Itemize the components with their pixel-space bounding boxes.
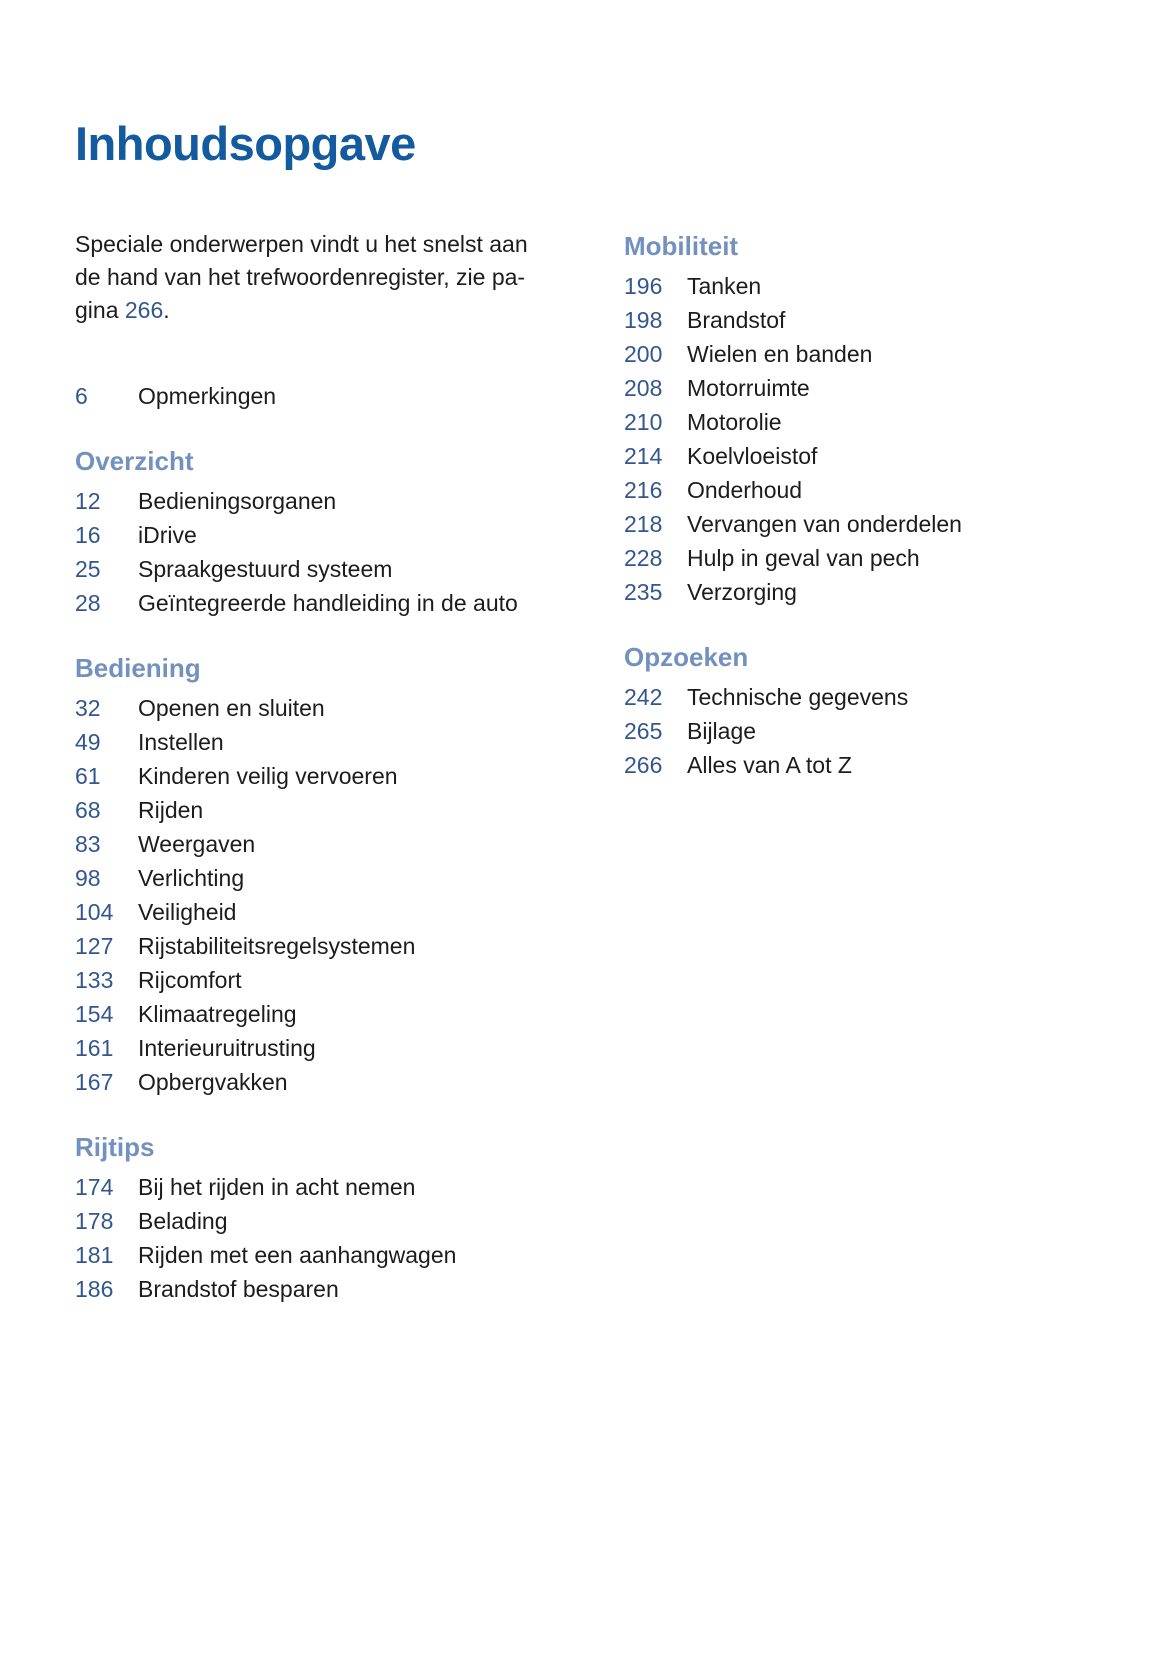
entry-label: Veiligheid (138, 899, 237, 925)
toc-entry[interactable] (75, 1272, 624, 1306)
entry-page-number[interactable]: 127 (75, 933, 114, 959)
entry-page-number[interactable]: 214 (624, 443, 663, 469)
toc-entry[interactable] (624, 748, 1110, 782)
toc-section (75, 650, 624, 1099)
entry-page-number[interactable]: 210 (624, 409, 663, 435)
toc-entry[interactable] (75, 552, 624, 586)
toc-entry[interactable] (624, 439, 1110, 473)
page-title: Inhoudsopgave (75, 117, 416, 170)
entry-page-number[interactable]: 61 (75, 763, 101, 789)
intro-line-1: Speciale onderwerpen vindt u het snelst aan (75, 231, 528, 257)
entry-label: Instellen (138, 729, 224, 755)
entry-label: Bij het rijden in acht nemen (138, 1174, 416, 1200)
toc-entry[interactable] (75, 518, 624, 552)
entry-page-number[interactable]: 32 (75, 695, 101, 721)
entry-label: Openen en sluiten (138, 695, 325, 721)
toc-column-left (75, 228, 624, 1306)
section-heading: Bediening (75, 653, 201, 683)
entry-label: Alles van A tot Z (687, 752, 852, 778)
entry-label: Weergaven (138, 831, 256, 857)
entry-label: Bijlage (687, 718, 757, 744)
toc-section (624, 639, 1110, 782)
entry-page-number[interactable]: 242 (624, 684, 663, 710)
toc-sections-right (624, 228, 1110, 782)
intro-paragraph (75, 228, 565, 327)
entry-label: Onderhoud (687, 477, 803, 503)
entry-page-number[interactable]: 218 (624, 511, 663, 537)
entry-label: Rijstabiliteitsregelsystemen (138, 933, 416, 959)
intro-line-2: de hand van het trefwoordenregister, zie pa- (75, 264, 526, 290)
toc-section (75, 443, 624, 620)
entry-label: Belading (138, 1208, 228, 1234)
section-heading: Opzoeken (624, 642, 749, 672)
entry-page-number[interactable]: 200 (624, 341, 663, 367)
intro-line-3: gina (75, 297, 125, 323)
entry-page-number[interactable]: 133 (75, 967, 114, 993)
toc-section (75, 1129, 624, 1306)
toc-entry[interactable] (75, 1238, 624, 1272)
entry-label: Koelvloeistof (687, 443, 818, 469)
toc-entry[interactable] (75, 861, 624, 895)
toc-entry[interactable] (624, 714, 1110, 748)
entry-label: Opmerkingen (138, 383, 277, 409)
entry-label: Kinderen veilig vervoeren (138, 763, 398, 789)
toc-entry[interactable] (75, 1065, 624, 1099)
toc-section (75, 379, 624, 413)
toc-entry[interactable] (75, 1170, 624, 1204)
toc-entry[interactable] (75, 793, 624, 827)
entry-label: Rijden (138, 797, 204, 823)
entry-label: Verlichting (138, 865, 245, 891)
toc-entry[interactable] (624, 575, 1110, 609)
toc-entry[interactable] (624, 337, 1110, 371)
section-heading: Rijtips (75, 1132, 155, 1162)
toc-entry[interactable] (624, 541, 1110, 575)
entry-page-number[interactable]: 49 (75, 729, 101, 755)
entry-label: Bedieningsorganen (138, 488, 337, 514)
entry-page-number[interactable]: 98 (75, 865, 101, 891)
entry-label: Brandstof besparen (138, 1276, 339, 1302)
entry-page-number[interactable]: 28 (75, 590, 101, 616)
entry-page-number[interactable]: 178 (75, 1208, 114, 1234)
entry-label: Klimaatregeling (138, 1001, 297, 1027)
toc-entry[interactable] (75, 379, 624, 413)
toc-entry[interactable] (75, 759, 624, 793)
entry-label: Motorruimte (687, 375, 810, 401)
entry-label: Hulp in geval van pech (687, 545, 920, 571)
entry-label: Wielen en banden (687, 341, 873, 367)
entry-label: Technische gegevens (687, 684, 909, 710)
entry-page-number[interactable]: 266 (624, 752, 663, 778)
toc-entry[interactable] (75, 484, 624, 518)
entry-label: Spraakgestuurd systeem (138, 556, 393, 582)
entry-page-number[interactable]: 6 (75, 383, 88, 409)
entry-page-number[interactable]: 265 (624, 718, 663, 744)
entry-page-number[interactable]: 208 (624, 375, 663, 401)
toc-entry[interactable] (75, 997, 624, 1031)
entry-page-number[interactable]: 25 (75, 556, 101, 582)
toc-entry[interactable] (75, 586, 624, 620)
intro-line-3-period: . (163, 297, 170, 323)
entry-page-number[interactable]: 167 (75, 1069, 114, 1095)
entry-label: Geïntegreerde handleiding in de auto (138, 590, 518, 616)
entry-page-number[interactable]: 154 (75, 1001, 114, 1027)
entry-page-number[interactable]: 16 (75, 522, 101, 548)
entry-page-number[interactable]: 216 (624, 477, 663, 503)
entry-label: Opbergvakken (138, 1069, 288, 1095)
entry-label: Interieuruitrusting (138, 1035, 316, 1061)
entry-page-number[interactable]: 235 (624, 579, 663, 605)
toc-sections-left (75, 379, 624, 1306)
entry-label: Rijcomfort (138, 967, 242, 993)
entry-page-number[interactable]: 104 (75, 899, 114, 925)
toc-columns (75, 228, 1110, 1306)
entry-page-number[interactable]: 196 (624, 273, 663, 299)
entry-label: Rijden met een aanhangwagen (138, 1242, 457, 1268)
toc-entry[interactable] (624, 371, 1110, 405)
toc-entry[interactable] (75, 895, 624, 929)
index-page-link[interactable]: 266 (124, 297, 164, 323)
entry-page-number[interactable]: 161 (75, 1035, 114, 1061)
entry-label: Vervangen van onderdelen (687, 511, 962, 537)
entry-page-number[interactable]: 68 (75, 797, 101, 823)
entry-page-number[interactable]: 186 (75, 1276, 114, 1302)
toc-column-right (624, 228, 1110, 1306)
toc-entry[interactable] (624, 680, 1110, 714)
toc-section (624, 228, 1110, 609)
toc-entry[interactable] (624, 405, 1110, 439)
entry-label: Motorolie (687, 409, 782, 435)
toc-entry[interactable] (75, 827, 624, 861)
entry-page-number[interactable]: 174 (75, 1174, 114, 1200)
entry-page-number[interactable]: 228 (624, 545, 663, 571)
entry-label: Tanken (687, 273, 762, 299)
toc-entry[interactable] (624, 269, 1110, 303)
toc-entry[interactable] (75, 725, 624, 759)
entry-page-number[interactable]: 83 (75, 831, 101, 857)
toc-entry[interactable] (75, 691, 624, 725)
entry-page-number[interactable]: 198 (624, 307, 663, 333)
toc-entry[interactable] (75, 1031, 624, 1065)
toc-entry[interactable] (624, 473, 1110, 507)
entry-page-number[interactable]: 181 (75, 1242, 114, 1268)
toc-entry[interactable] (75, 963, 624, 997)
entry-label: Verzorging (687, 579, 797, 605)
section-heading: Overzicht (75, 446, 194, 476)
entry-label: iDrive (138, 522, 197, 548)
toc-entry[interactable] (75, 1204, 624, 1238)
toc-entry[interactable] (624, 507, 1110, 541)
toc-entry[interactable] (75, 929, 624, 963)
entry-page-number[interactable]: 12 (75, 488, 101, 514)
section-heading: Mobiliteit (624, 231, 739, 261)
entry-label: Brandstof (687, 307, 786, 333)
toc-entry[interactable] (624, 303, 1110, 337)
